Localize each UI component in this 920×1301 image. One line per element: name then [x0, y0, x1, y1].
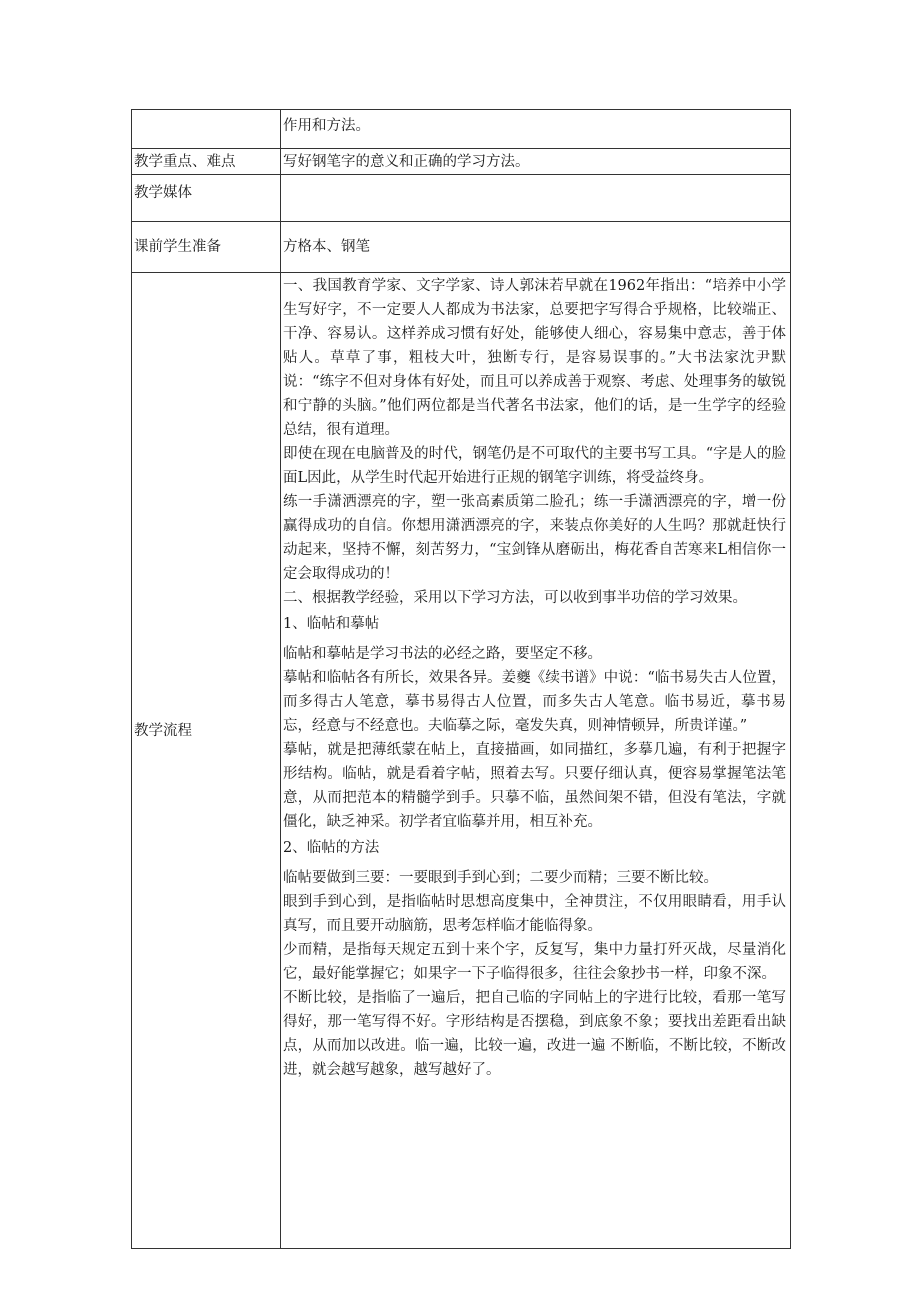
lesson-plan-table	[131, 109, 791, 1249]
table-row	[132, 175, 791, 222]
flow-paragraph: 不断比较，是指临了一遍后，把自己临的字同帖上的字进行比较，看那一笔写得好，那一笔写得不好。字形结构是否摆稳，到底象不象；要找出差距看出缺点，从而加以改进。临一遍，比较一遍，改进一遍 不断临，不断比较，不断改进，就会越写越象，越写越好了。	[283, 990, 786, 1078]
teaching-flow-content	[281, 273, 791, 1249]
flow-paragraph: 一、我国教育学家、文字学家、诗人郭沫若早就在1962年指出：“培养中小学生写好字，不一定要人人都成为书法家，总要把字写得合乎规格，比较端正、干净、容易认。这样养成习惯有好处，能够使人细心，容易集中意志，善于体贴人。草草了事，粗枝大叶，独断专行，是容易误事的。”大书法家沈尹默说：“练字不但对身体有好处，而且可以养成善于观察、考虑、处理事务的敏锐和宁静的头脑。”他们两位都是当代著名书法家，他们的话，是一生学字的经验总结，很有道理。	[283, 278, 786, 438]
flow-paragraph: 摹帖和临帖各有所长，效果各异。姜夔《续书谱》中说：“临书易失古人位置，而多得古人笔意，摹书易得古人位置，而多失古人笔意。临书易近，摹书易忘，经意与不经意也。夫临摹之际，毫发失真，则神情顿异，所贵详谨。”	[283, 670, 786, 734]
row-label-flow: 教学流程	[132, 273, 281, 1249]
table-row	[132, 273, 791, 1249]
flow-paragraph: 二、根据教学经验，采用以下学习方法，可以收到事半功倍的学习效果。	[283, 590, 747, 606]
row-content	[281, 175, 791, 222]
flow-paragraph: 临帖要做到三要：一要眼到手到心到；二要少而精；三要不断比较。	[283, 870, 718, 886]
table-row	[132, 222, 791, 273]
flow-section-heading: 2、临帖的方法	[283, 840, 380, 856]
row-label	[132, 110, 281, 149]
row-label: 教学媒体	[132, 175, 281, 222]
table-row	[132, 149, 791, 175]
row-label: 教学重点、难点	[132, 149, 281, 175]
row-content: 写好钢笔字的意义和正确的学习方法。	[281, 149, 791, 175]
row-content: 作用和方法。	[281, 110, 791, 149]
row-label: 课前学生准备	[132, 222, 281, 273]
flow-paragraph: 摹帖，就是把薄纸蒙在帖上，直接描画，如同描红，多摹几遍，有利于把握字形结构。临帖，就是看着字帖，照着去写。只要仔细认真，便容易掌握笔法笔意，从而把范本的精髓学到手。只摹不临，虽然间架不错，但没有笔法，字就僵化，缺乏神采。初学者宜临摹并用，相互补充。	[283, 742, 786, 830]
table-row	[132, 110, 791, 149]
flow-paragraph: 临帖和摹帖是学习书法的必经之路，要坚定不移。	[283, 646, 602, 662]
flow-section-heading: 1、临帖和摹帖	[283, 616, 380, 632]
teaching-flow-body	[283, 273, 788, 1082]
flow-paragraph: 少而精，是指每天规定五到十来个字，反复写，集中力量打歼灭战，尽量消化它，最好能掌握它；如果字一下子临得很多，往往会象抄书一样，印象不深。	[283, 942, 786, 982]
flow-paragraph: 眼到手到心到，是指临帖时思想高度集中，全神贯注，不仅用眼睛看，用手认真写，而且要开动脑筋，思考怎样临才能临得象。	[283, 894, 786, 934]
row-content: 方格本、钢笔	[281, 222, 791, 273]
flow-paragraph: 即使在现在电脑普及的时代，钢笔仍是不可取代的主要书写工具。“字是人的脸面L因此，从学生时代起开始进行正规的钢笔字训练，将受益终身。	[283, 446, 786, 486]
flow-paragraph: 练一手潇洒漂亮的字，塑一张高素质第二脸孔；练一手潇洒漂亮的字，增一份赢得成功的自信。你想用潇洒漂亮的字，来装点你美好的人生吗？那就赶快行动起来，坚持不懈，刻苦努力，“宝剑锋从磨砺出，梅花香自苦寒来L相信你一定会取得成功的！	[283, 494, 786, 582]
